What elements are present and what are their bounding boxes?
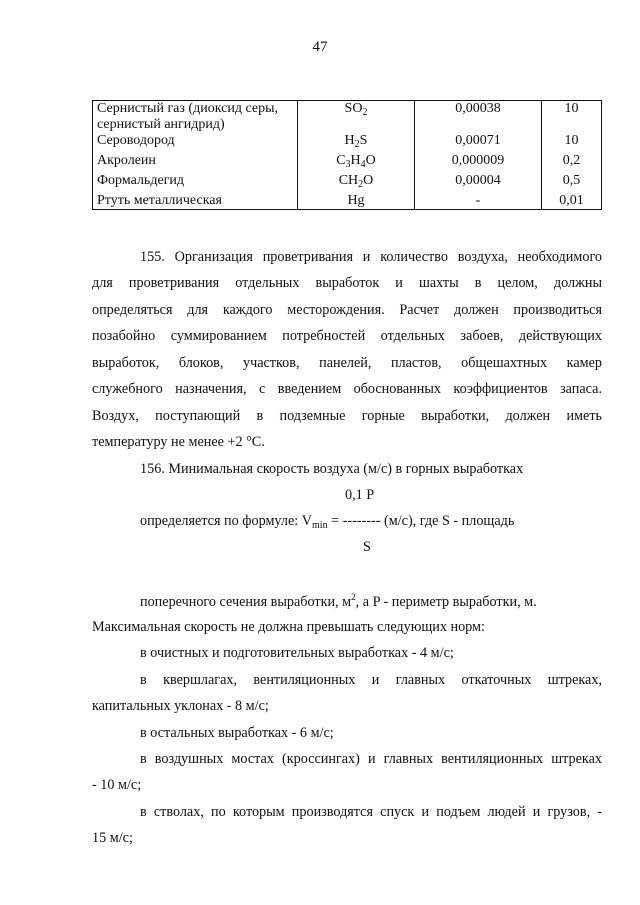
formula-subscript: 3 — [345, 159, 351, 170]
gas-name-cell: Сероводород — [93, 133, 298, 153]
formula-subscript: 4 — [360, 159, 366, 170]
concentration-cell: - — [415, 193, 542, 210]
norm-item: в воздушных мостах (кроссингах) и главных вентиляционных штреках — [140, 751, 602, 767]
superscript: 2 — [351, 592, 356, 602]
limit-cell: 0,2 — [542, 153, 602, 173]
paragraph-156-line: Максимальная скорость не должна превышать следующих норм: — [92, 619, 485, 635]
paragraph-155-line: Воздух, поступающий в подземные горные выработки, должен иметь — [92, 408, 602, 424]
formula-cell: Hg — [298, 193, 415, 210]
limit-cell: 0,01 — [542, 193, 602, 210]
formula-prefix: определяется по формуле: V — [140, 513, 313, 529]
formula-subscript: 2 — [358, 179, 364, 190]
formula-cell — [298, 173, 415, 193]
gas-name-cell: Сернистый газ (диоксид серы, сернистый ангидрид) — [93, 101, 298, 134]
table-row — [93, 193, 602, 210]
concentration-cell: 0,00004 — [415, 173, 542, 193]
formula-cell — [298, 101, 415, 134]
paragraph-155-line: определяться для каждого месторождения. Расчет должен производиться — [92, 302, 602, 318]
gas-name-cell: Акролеин — [93, 153, 298, 173]
page-number: 47 — [312, 39, 328, 55]
formula-cell — [298, 133, 415, 153]
paragraph-155-line: температуру не менее +2 °С. — [92, 434, 265, 450]
gas-name-cell: Формальдегид — [93, 173, 298, 193]
limit-cell: 0,5 — [542, 173, 602, 193]
limit-cell: 10 — [542, 133, 602, 153]
paragraph-156-line — [140, 592, 610, 611]
norm-item-continuation: 15 м/с; — [92, 830, 133, 846]
formula-rest: = -------- (м/с), где S - площадь — [327, 513, 515, 529]
formula-subscript: 2 — [362, 107, 368, 118]
formula-line — [140, 513, 610, 531]
paragraph-156-line: 156. Минимальная скорость воздуха (м/с) в горных выработках — [140, 461, 524, 477]
limit-cell: 10 — [542, 101, 602, 134]
formula-text: S — [359, 133, 368, 148]
formula-denominator: S — [363, 539, 371, 555]
norm-item-continuation: капитальных уклонах - 8 м/с; — [92, 698, 269, 714]
formula-text: O — [363, 173, 374, 188]
formula-text: C — [336, 153, 346, 168]
norm-item: в остальных выработках - 6 м/с; — [140, 725, 334, 741]
formula-text: H — [350, 153, 361, 168]
paragraph-155-line: позабойно суммированием потребностей отдельных забоев, действующих — [92, 328, 602, 344]
paragraph-155-line: выработок, блоков, участков, панелей, пластов, общешахтных камер — [92, 355, 602, 371]
norm-item-continuation: - 10 м/с; — [92, 777, 142, 793]
table-row — [93, 101, 602, 134]
text-span: поперечного сечения выработки, м — [140, 594, 352, 610]
formula-text: CH — [338, 173, 359, 188]
formula-numerator: 0,1 P — [345, 487, 375, 503]
paragraph-155-line: 155. Организация проветривания и количество воздуха, необходимого — [140, 249, 602, 265]
formula-text: O — [365, 153, 376, 168]
concentration-cell: 0,00038 — [415, 101, 542, 134]
formula-cell — [298, 153, 415, 173]
formula-subscript: min — [312, 520, 328, 531]
text-span: , а P - периметр выработки, м. — [355, 594, 537, 610]
paragraph-155-line: для проветривания отдельных выработок и шахты в целом, должны — [92, 275, 602, 291]
paragraph-155-line: служебного назначения, с введением обоснованных коэффициентов запаса. — [92, 381, 602, 397]
concentration-cell: 0,00071 — [415, 133, 542, 153]
gas-concentration-table — [92, 100, 602, 210]
formula-text: SO — [344, 101, 363, 116]
gas-name-cell: Ртуть металлическая — [93, 193, 298, 210]
norm-item: в квершлагах, вентиляционных и главных откаточных штреках, — [140, 672, 602, 688]
formula-subscript: 2 — [354, 139, 360, 150]
norm-item: в стволах, по которым производятся спуск и подъем людей и грузов, - — [140, 804, 602, 820]
table-row — [93, 173, 602, 193]
norm-item: в очистных и подготовительных выработках - 4 м/с; — [140, 645, 454, 661]
concentration-cell: 0,000009 — [415, 153, 542, 173]
formula-text: H — [344, 133, 355, 148]
table-row — [93, 153, 602, 173]
table-row — [93, 133, 602, 153]
